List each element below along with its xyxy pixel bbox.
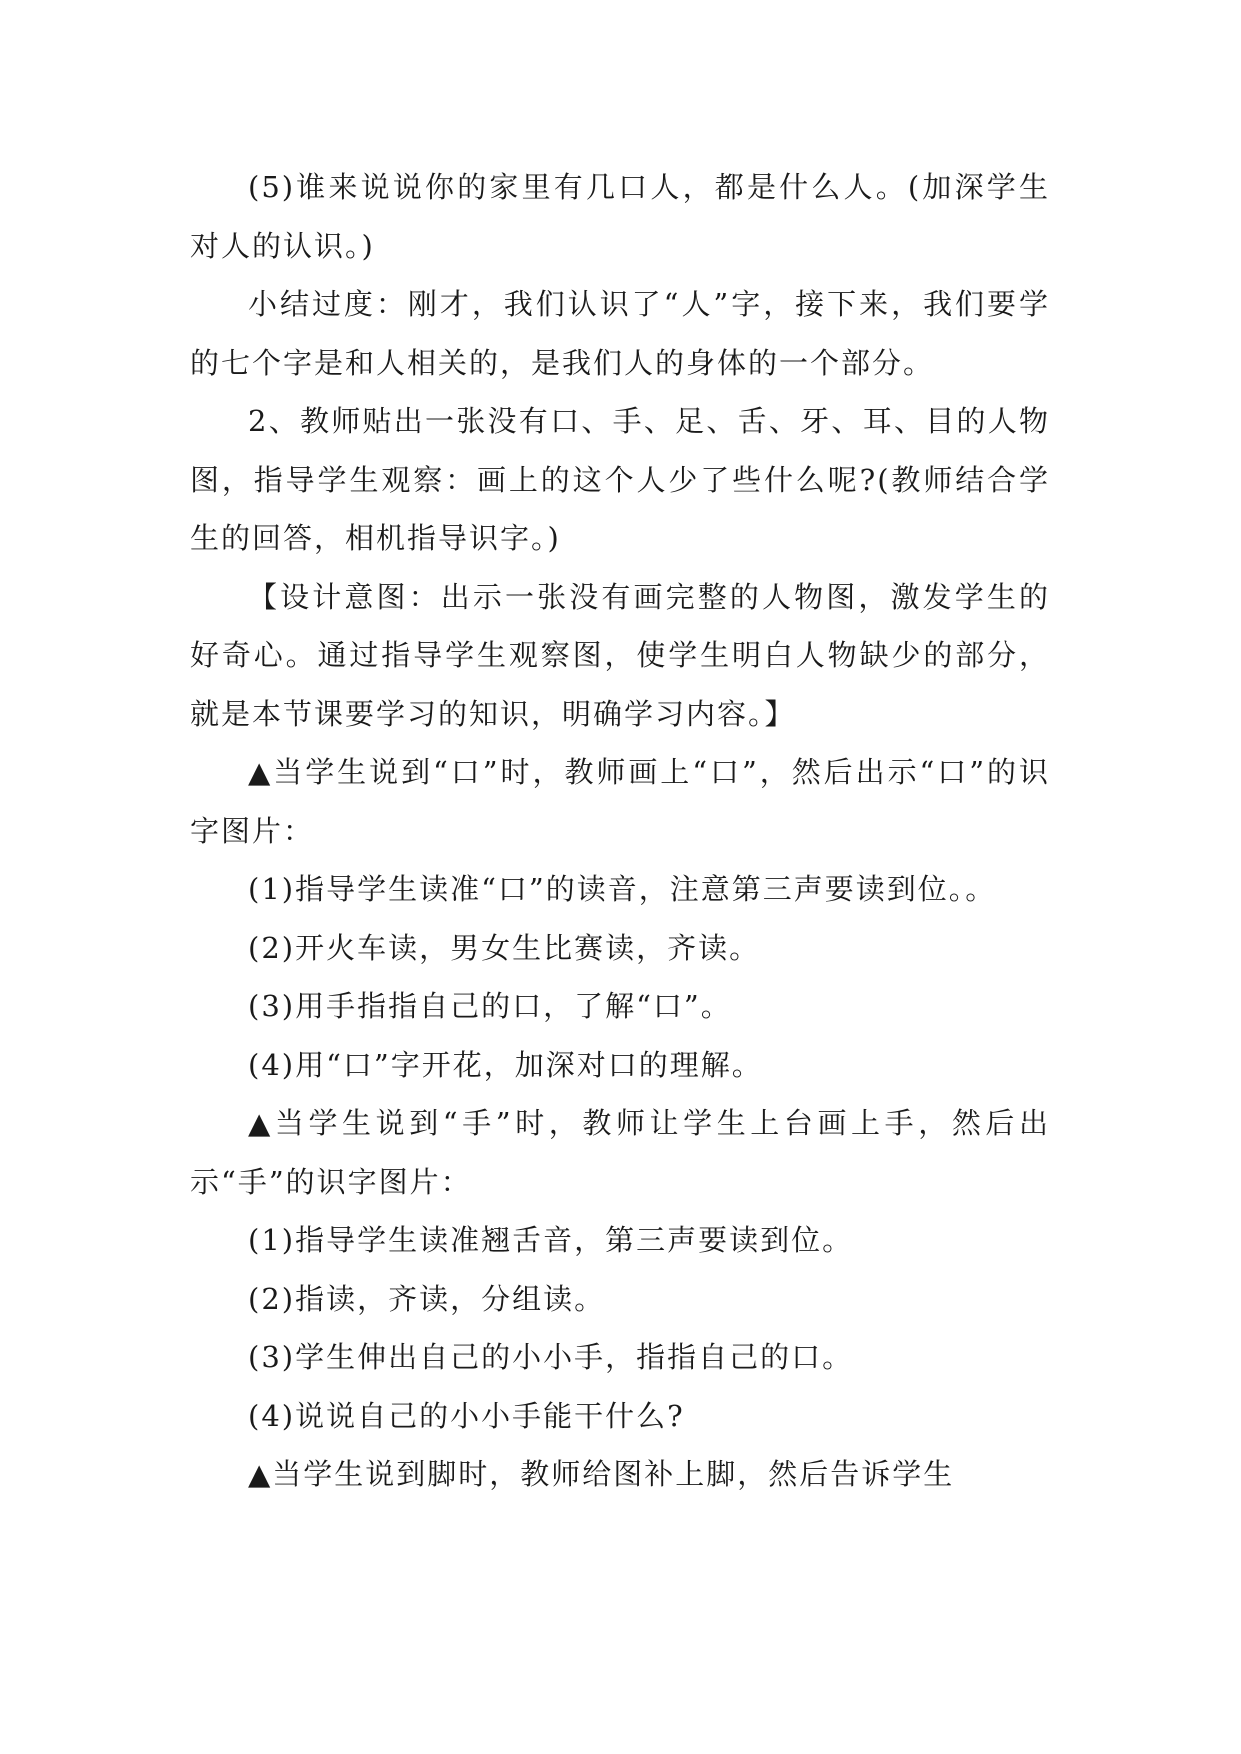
paragraph: (5)谁来说说你的家里有几口人，都是什么人。(加深学生对人的认识。) (190, 170, 1050, 263)
paragraph: 2、教师贴出一张没有口、手、足、舌、牙、耳、目的人物图，指导学生观察：画上的这个人少了些什么呢?(教师结合学生的回答，相机指导识字。) (190, 404, 1050, 555)
paragraph: (1)指导学生读准翘舌音，第三声要读到位。 (248, 1223, 854, 1257)
paragraph: 小结过度：刚才，我们认识了“人”字，接下来，我们要学的七个字是和人相关的，是我们人的身体的一个部分。 (190, 287, 1050, 380)
paragraph: ▲当学生说到“手”时，教师让学生上台画上手，然后出示“手”的识字图片： (190, 1106, 1050, 1199)
paragraph: (1)指导学生读准“口”的读音，注意第三声要读到位。。 (248, 872, 997, 906)
paragraph: (2)指读，齐读，分组读。 (248, 1281, 606, 1316)
paragraph: ▲当学生说到脚时，教师给图补上脚，然后告诉学生 (248, 1457, 955, 1491)
paragraph: (4)用“口”字开花，加深对口的理解。 (248, 1047, 763, 1082)
paragraph: ▲当学生说到“口”时，教师画上“口”，然后出示“口”的识字图片： (190, 755, 1050, 848)
document-body (190, 158, 1050, 1504)
paragraph: (4)说说自己的小小手能干什么? (248, 1398, 685, 1433)
paragraph: 【设计意图：出示一张没有画完整的人物图，激发学生的好奇心。通过指导学生观察图，使学生明白人物缺少的部分，就是本节课要学习的知识，明确学习内容。】 (190, 579, 1050, 731)
paragraph: (3)学生伸出自己的小小手，指指自己的口。 (248, 1340, 854, 1374)
paragraph: (2)开火车读，男女生比赛读，齐读。 (248, 930, 761, 965)
paragraph: (3)用手指指自己的口，了解“口”。 (248, 989, 732, 1023)
